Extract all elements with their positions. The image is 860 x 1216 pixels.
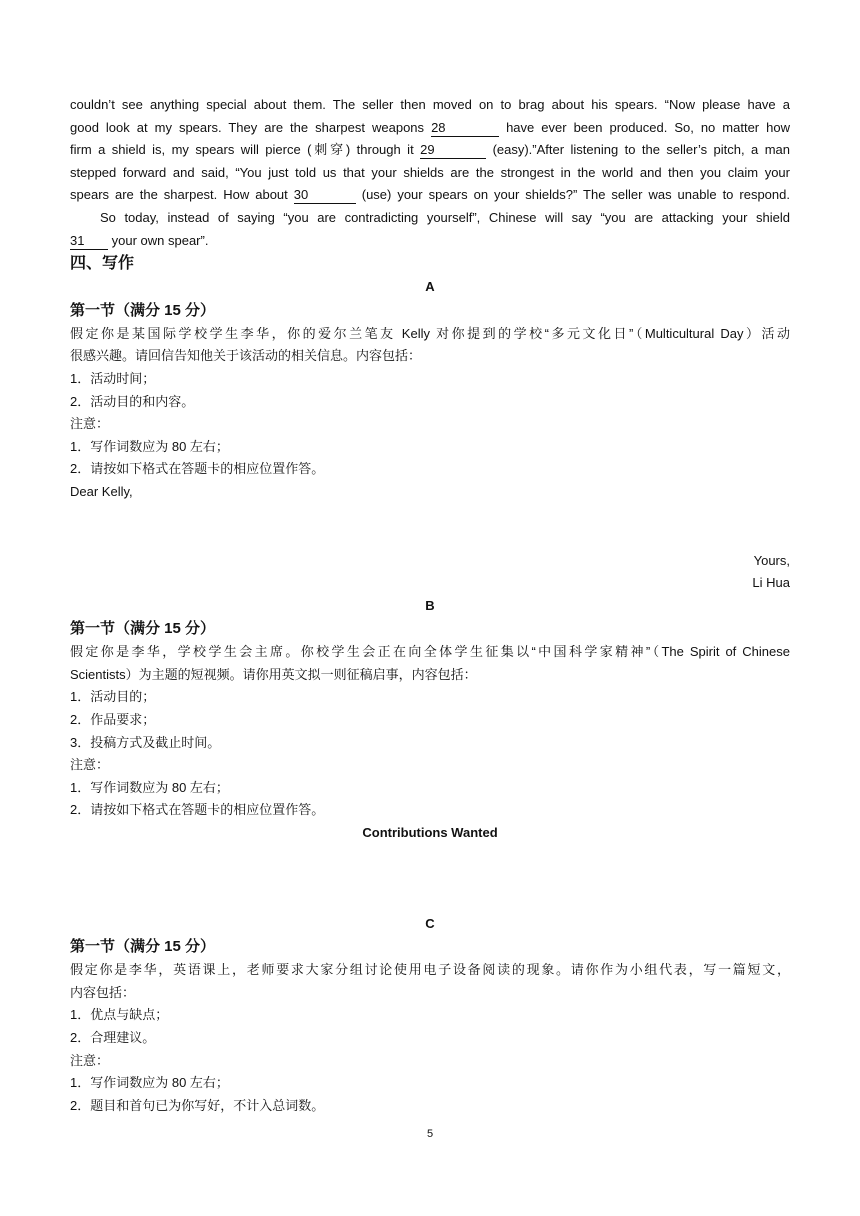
blank-30[interactable]: 30 <box>294 187 356 204</box>
list-item: 2．合理建议。 <box>70 1030 156 1045</box>
passage-text: stepped forward and said, “You just told us that your shields are the strongest in the world and then you claim your <box>70 164 790 180</box>
task-label-b: B <box>425 597 435 613</box>
task-label-a: A <box>425 279 435 295</box>
passage-line <box>70 139 790 162</box>
prompt-line: 很感兴趣。请回信告知他关于该活动的相关信息。内容包括： <box>70 348 422 364</box>
list-item: 3．投稿方式及截止时间。 <box>70 734 221 750</box>
passage-text: spears are the sharpest. How about <box>70 187 288 203</box>
note-item: 2．请按如下格式在答题卡的相应位置作答。 <box>70 461 325 477</box>
prompt-line: 内容包括： <box>70 984 136 1000</box>
prompt-line: Scientists）为主题的短视频。请你用英文拟一则征稿启事，内容包括： <box>70 666 477 682</box>
passage-line <box>70 162 790 185</box>
section-heading: 四、写作 <box>70 255 135 273</box>
note-label: 注意： <box>70 416 110 432</box>
passage-line <box>70 184 790 207</box>
prompt-line: 假定你是李华，英语课上，老师要求大家分组讨论使用电子设备阅读的现象。请你作为小组代表，写一篇短文， <box>70 962 790 978</box>
passage-line <box>70 207 790 230</box>
letter-signature: Li Hua <box>752 575 790 591</box>
passage-line <box>70 230 790 253</box>
letter-closing: Yours, <box>753 552 790 568</box>
note-item: 1．写作词数应为 80 左右； <box>70 438 229 454</box>
prompt-line: 假定你是某国际学校学生李华，你的爱尔兰笔友 Kelly 对你提到的学校“多元文化日”（Multicultural Day）活动 <box>70 325 790 341</box>
note-item: 1．写作词数应为 80 左右； <box>70 1075 229 1091</box>
list-item: 2．活动目的和内容。 <box>70 393 195 409</box>
passage-text: your own spear”. <box>111 232 209 248</box>
writing-space[interactable] <box>70 845 790 913</box>
passage-line <box>70 94 790 117</box>
list-item: 1．活动目的； <box>70 689 156 705</box>
passage-text: So today, instead of saying “you are contradicting yourself”, Chinese will say “you are attacking your shield <box>100 209 790 225</box>
blank-29[interactable]: 29 <box>420 142 486 159</box>
prompt-line: 假定你是李华，学校学生会主席。你校学生会正在向全体学生征集以“中国科学家精神”（The Spirit of Chinese <box>70 644 790 660</box>
section-title: 第一节（满分 15 分） <box>70 301 216 319</box>
blank-28[interactable]: 28 <box>431 120 499 137</box>
section-title: 第一节（满分 15 分） <box>70 620 216 638</box>
passage-text: firm a shield is, my spears will pierce (刺穿) through it <box>70 142 414 158</box>
passage-text: have ever been produced. So, no matter how <box>506 119 790 135</box>
note-item: 1．写作词数应为 80 左右； <box>70 779 229 795</box>
letter-greeting: Dear Kelly, <box>70 483 133 499</box>
passage-line <box>70 117 790 140</box>
notice-title: Contributions Wanted <box>362 825 498 841</box>
task-label-c: C <box>425 915 435 931</box>
note-item: 2．请按如下格式在答题卡的相应位置作答。 <box>70 802 325 818</box>
passage-text: (easy).”After listening to the seller’s pitch, a man <box>492 142 790 158</box>
list-item: 2．作品要求； <box>70 712 156 728</box>
note-label: 注意： <box>70 757 110 773</box>
passage-text: (use) your spears on your shields?” The seller was unable to respond. <box>361 187 790 203</box>
section-title: 第一节（满分 15 分） <box>70 938 216 956</box>
writing-space[interactable] <box>70 504 790 550</box>
page-number: 5 <box>426 1128 434 1140</box>
list-item: 1．活动时间； <box>70 370 156 386</box>
blank-31[interactable]: 31 <box>70 233 108 250</box>
passage-text: good look at my spears. They are the sharpest weapons <box>70 119 425 135</box>
passage-text: couldn’t see anything special about them. The seller then moved on to brag about his spears. “Now please have a <box>70 97 790 112</box>
list-item: 1．优点与缺点； <box>70 1007 169 1023</box>
note-item: 2．题目和首句已为你写好，不计入总词数。 <box>70 1097 325 1113</box>
document-page <box>70 94 790 1117</box>
note-label: 注意： <box>70 1052 110 1068</box>
